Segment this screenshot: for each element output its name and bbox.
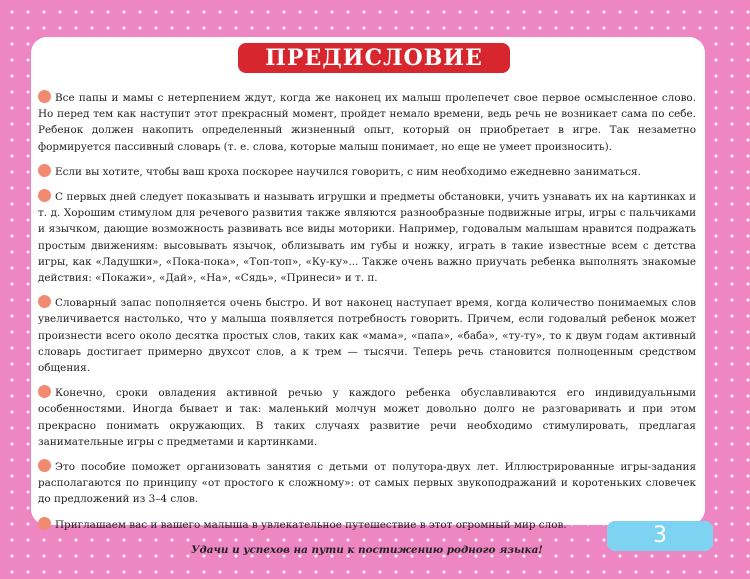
bullet-dot-icon bbox=[38, 295, 51, 308]
bullet-dot-icon bbox=[38, 164, 51, 177]
paragraph: Словарный запас пополняется очень быстро. И вот наконец наступает время, когда количество понимаемых слов увеличивается настолько, что у малыша появляется потребность говорить. Причем, если годовалый ребенок может произнести всего около десятка простых слов, таких как «мама», «папа», «баба», «ту-ту», то к двум годам активный словарь достигает примерно двухсот слов, а к трем — тысячи. Теперь речь становится полноценным средством общения. bbox=[38, 297, 696, 375]
closing-wish: Удачи и успехов на пути к постижению родного языка! bbox=[191, 543, 543, 556]
paragraph: Если вы хотите, чтобы ваш кроха поскорее научился говорить, с ним необходимо ежедневно заниматься. bbox=[38, 164, 696, 180]
bullet-dot-icon bbox=[38, 90, 51, 103]
bullet-dot-icon bbox=[38, 517, 51, 530]
paragraph: Это пособие поможет организовать занятия с детьми от полутора-двух лет. Иллюстрированные игры-задания располагаются по принципу «от простого к сложному»: от самых первых звукоподражаний и коротеньких словечек до предложений из 3–4 слов. bbox=[38, 461, 696, 506]
paragraph: Все папы и мамы с нетерпением ждут, когда же наконец их малыш пролепечет свое первое осмысленное слово. Но перед тем как наступит этот прекрасный момент, пройдет немало времени, ведь речь не возникает сама по себе. Ребенок должен накопить определенный жизненный опыт, который он приобретает в игре. Так незаметно формируется пассивный словарь (т. е. слова, которые малыш понимает, но еще не умеет произносить). bbox=[38, 92, 696, 153]
bullet-dot-icon bbox=[38, 459, 51, 472]
bullet-dot-icon bbox=[38, 189, 51, 202]
page-number: 3 bbox=[653, 523, 667, 548]
paragraph: С первых дней следует показывать и называть игрушки и предметы обстановки, учить узнавать их на картинках и т. д. Хорошим стимулом для речевого развития также являются разнообразные подвижные игры, игры с пальчиками и язычком, дающие возможность развивать все виды моторики. Например, годовалым малышам нравится подражать простым движениям: высовывать язычок, облизывать им губы и ножку, играть в такие известные всем с детства игры, как «Ладушки», «Пока-пока», «Топ-топ», «Ку-ку»... Также очень важно приучать ребенка выполнять знакомые действия: «Покажи», «Дай», «На», «Сядь», «Принеси» и т. п. bbox=[38, 191, 696, 285]
paragraph: Конечно, сроки овладения активной речью у каждого ребенка обуславливаются его индивидуальными особенностями. Иногда бывает и так: маленький молчун может довольно долго не разговаривать и при этом прекрасно понимать окружающих. В таких случаях развитие речи необходимо стимулировать, предлагая занимательные игры с предметами и картинками. bbox=[38, 387, 696, 448]
preface-text bbox=[38, 90, 696, 558]
bullet-dot-icon bbox=[38, 385, 51, 398]
paragraph: Приглашаем вас и вашего малыша в увлекательное путешествие в этот огромный мир слов. bbox=[38, 517, 696, 533]
page-number-tab bbox=[607, 521, 713, 551]
page-title: ПРЕДИСЛОВИЕ bbox=[238, 43, 510, 73]
